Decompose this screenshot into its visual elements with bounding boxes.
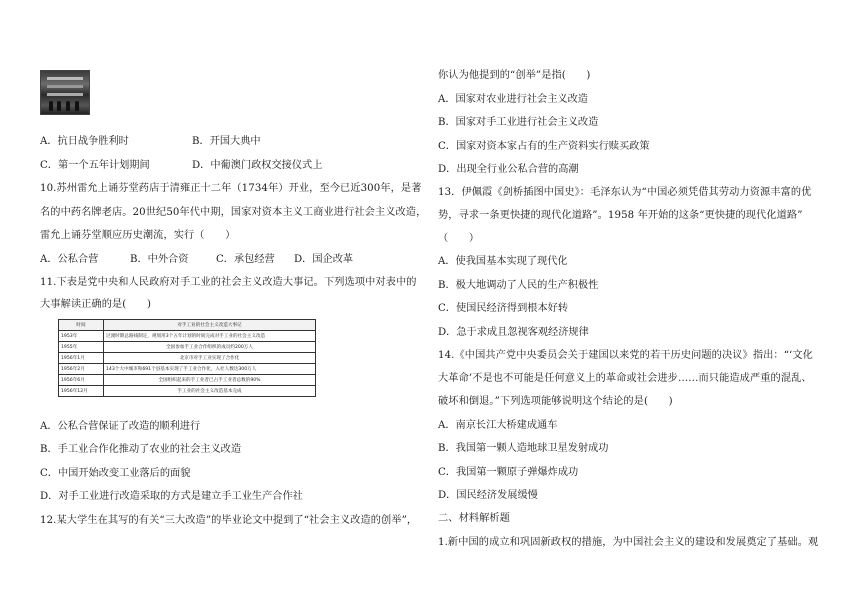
q14-option-d[interactable]: D．国民经济发展缓慢	[438, 490, 538, 501]
table-cell-event: 全国组织起来的手工业者已占手工业者总数的90%	[104, 375, 316, 386]
table-cell-event: 过渡时期总路线制定，规划用3个五年计划的时间完成对手工业的社会主义改造	[104, 331, 316, 342]
q12-option-c[interactable]: C．国家对资本家占有的生产资料实行赎买政策	[438, 141, 650, 152]
q10-option-b[interactable]: B．中外合资	[130, 254, 189, 265]
q10-stem-line-2: 名的中药名牌老店。20世纪50年代中期，国家对资本主义工商业进行社会主义改造，	[40, 207, 427, 218]
q11-option-d[interactable]: D．对手工业进行改造采取的方式是建立手工业生产合作社	[40, 491, 303, 502]
q13-stem-line-2: 势，寻求一条更快捷的现代化道路”。1958 年开始的这条“更快捷的现代化道路”	[438, 210, 803, 221]
table-cell-date: 1956年12月	[59, 386, 104, 397]
q14-stem-line-1: 14.《中国共产党中央委员会关于建国以来党的若干历史问题的决议》指出：“‘文化	[438, 350, 813, 361]
q11-stem-line-1: 11.下表是党中央和人民政府对手工业的社会主义改造大事记。下列选项中对表中的	[40, 277, 417, 288]
q11-stem-line-2: 大事解读正确的是( )	[40, 299, 152, 310]
q9-option-a[interactable]: A．抗日战争胜利时	[40, 136, 129, 147]
table-cell-date: 1956年6月	[59, 375, 104, 386]
table-row	[59, 364, 316, 375]
q11-option-b[interactable]: B．手工业合作化推动了农业的社会主义改造	[40, 444, 242, 455]
q10-stem-line-1: 10.苏州雷允上诵芬堂药店于清雍正十二年（1734年）开业，至今已近300年，是著	[40, 183, 422, 194]
table-row	[59, 331, 316, 342]
q13-option-a[interactable]: A．使我国基本实现了现代化	[438, 256, 568, 267]
q13-stem-line-1: 13．伊佩霞《剑桥插图中国史》：毛泽东认为“中国必须凭借其劳动力资源丰富的优	[438, 187, 812, 198]
q14-option-a[interactable]: A．南京长江大桥建成通车	[438, 420, 558, 431]
historical-photo	[40, 70, 90, 115]
q13-stem-line-3: （ ）	[438, 233, 480, 244]
q14-option-b[interactable]: B．我国第一颗人造地球卫星发射成功	[438, 443, 609, 454]
table-cell-event: 北京市对手工业实现了合作化	[104, 353, 316, 364]
section-heading: 二、材料解析题	[438, 513, 511, 524]
q13-option-d[interactable]: D．急于求成且忽视客观经济规律	[438, 327, 589, 338]
q12-stem-line-1: 12.某大学生在其写的有关“三大改造”的毕业论文中提到了“社会主义改造的创举”，	[40, 515, 418, 526]
q9-option-c[interactable]: C．第一个五年计划期间	[40, 160, 150, 171]
q12-option-d[interactable]: D．出现全行业公私合营的高潮	[438, 164, 579, 175]
q9-option-b[interactable]: B．开国大典中	[192, 136, 261, 147]
q11-option-c[interactable]: C．中国开始改变工业落后的面貌	[40, 468, 191, 479]
q10-option-a[interactable]: A．公私合营	[40, 254, 99, 265]
q14-option-c[interactable]: C．我国第一颗原子弹爆炸成功	[438, 467, 579, 478]
table-header: 时间	[59, 320, 104, 331]
q10-stem-line-3: 雷允上诵芬堂顺应历史潮流，实行（ ）	[40, 230, 236, 241]
table-cell-event: 143个大中城市和691个县基本实现了手工业合作化，入社人数达300万人	[104, 364, 316, 375]
q12-option-a[interactable]: A．国家对农业进行社会主义改造	[438, 94, 588, 105]
table-row	[59, 353, 316, 364]
table-row	[59, 342, 316, 353]
material-question-line-1: 1.新中国的成立和巩固新政权的措施，为中国社会主义的建设和发展奠定了基础。观	[438, 537, 819, 548]
events-table	[58, 319, 316, 397]
table-header: 对手工业的社会主义改造大事记	[104, 320, 316, 331]
table-cell-date: 1956年1月	[59, 353, 104, 364]
q12-stem-line-2: 你认为他提到的“创举”是指( )	[438, 70, 591, 81]
q14-stem-line-2: 大革命’不是也不可能是任何意义上的革命或社会进步……而只能造成严重的混乱、	[438, 373, 812, 384]
q13-option-b[interactable]: B．极大地调动了人民的生产积极性	[438, 280, 599, 291]
q9-option-d[interactable]: D．中葡澳门政权交接仪式上	[192, 160, 323, 171]
q12-option-b[interactable]: B．国家对手工业进行社会主义改造	[438, 117, 599, 128]
table-cell-date: 1955年	[59, 342, 104, 353]
table-cell-event: 手工业的社会主义改造基本完成	[104, 386, 316, 397]
q11-option-a[interactable]: A．公私合营保证了改造的顺利进行	[40, 421, 201, 432]
q14-stem-line-3: 破坏和倒退。”下列选项能够说明这个结论的是( )	[438, 396, 673, 407]
q10-option-d[interactable]: D．国企改革	[294, 254, 354, 265]
table-cell-date: 1956年2月	[59, 364, 104, 375]
table-row	[59, 386, 316, 397]
table-row	[59, 375, 316, 386]
table-cell-date: 1953年	[59, 331, 104, 342]
table-cell-event: 全国参加手工业合作组织的成员约200万人	[104, 342, 316, 353]
table-header-row	[59, 320, 316, 331]
q10-option-c[interactable]: C．承包经营	[216, 254, 275, 265]
q13-option-c[interactable]: C．使国民经济得到根本好转	[438, 303, 569, 314]
